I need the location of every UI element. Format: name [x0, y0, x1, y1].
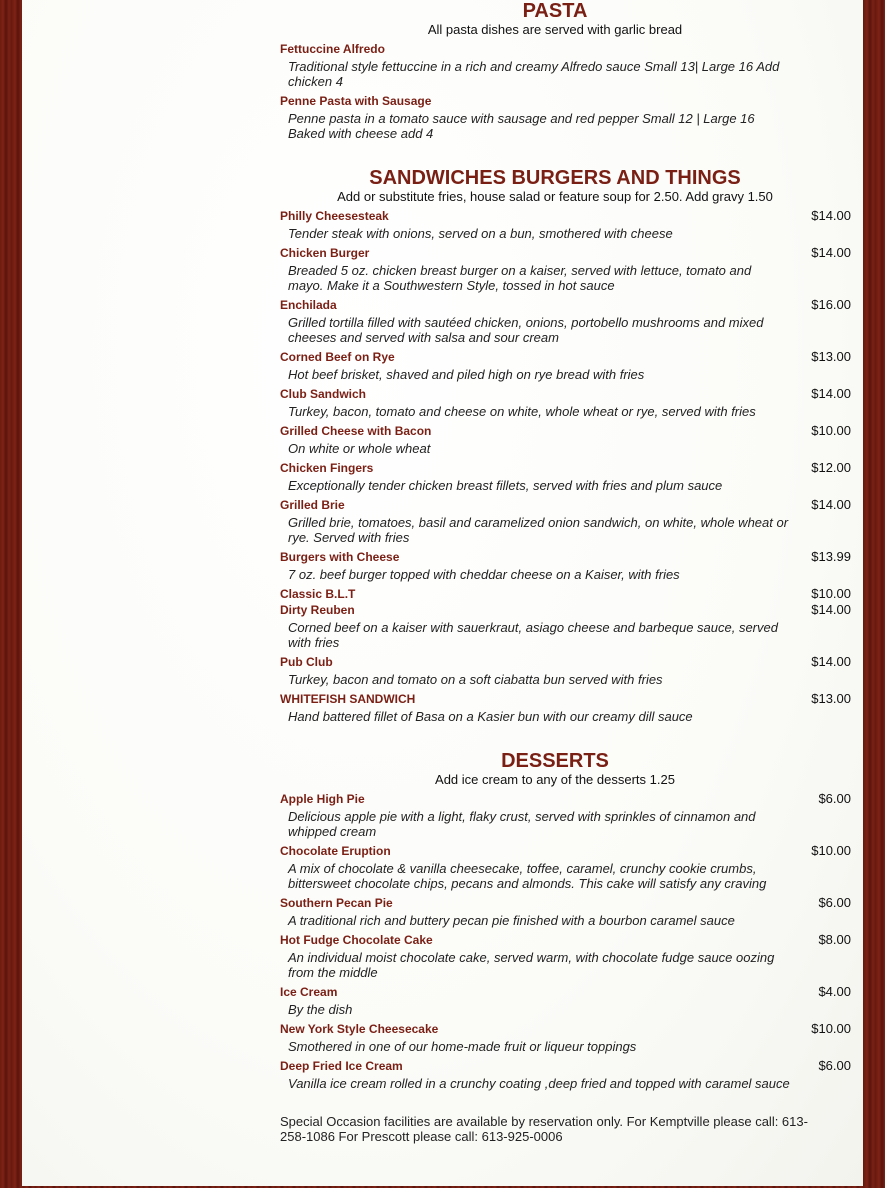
menu-item — [280, 460, 851, 497]
menu-item-name: Southern Pecan Pie — [280, 896, 393, 910]
menu-item-description: A traditional rich and buttery pecan pie finished with a bourbon caramel sauce — [288, 913, 735, 928]
menu-item-name: Ice Cream — [280, 985, 338, 999]
menu-item — [280, 843, 851, 895]
menu-item-price: $14.00 — [811, 245, 851, 260]
menu-item — [280, 386, 851, 423]
menu-item-price: $13.00 — [811, 349, 851, 364]
menu-item-name: Penne Pasta with Sausage — [280, 94, 432, 108]
menu-item-price: $10.00 — [811, 843, 851, 858]
menu-item-description: Turkey, bacon, tomato and cheese on white, whole wheat or rye, served with fries — [288, 404, 756, 419]
sandwiches-item-list — [280, 208, 851, 728]
menu-item-price: $14.00 — [811, 654, 851, 669]
menu-item-name: Grilled Brie — [280, 498, 345, 512]
menu-item — [280, 423, 851, 460]
section-note-pasta: All pasta dishes are served with garlic bread — [427, 22, 683, 37]
menu-item — [280, 297, 851, 349]
section-note-desserts: Add ice cream to any of the desserts 1.25 — [435, 772, 675, 787]
desserts-item-list — [280, 791, 851, 1095]
menu-item-description: Turkey, bacon and tomato on a soft ciabatta bun served with fries — [288, 672, 663, 687]
menu-item-description: Smothered in one of our home-made fruit or liqueur toppings — [288, 1039, 637, 1054]
menu-item-description: Breaded 5 oz. chicken breast burger on a kaiser, served with lettuce, tomato and mayo. Make it a Southwestern Style, tossed in hot sauce — [288, 263, 752, 293]
menu-item-price: $13.99 — [811, 549, 851, 564]
menu-item-description: Traditional style fettuccine in a rich and creamy Alfredo sauce Small 13| Large 16 Add chicken 4 — [288, 59, 780, 89]
section-title-pasta: PASTA — [522, 0, 588, 22]
menu-item-name: Chicken Fingers — [280, 461, 374, 475]
menu-item-description: By the dish — [288, 1002, 353, 1017]
section-title-desserts: DESSERTS — [501, 750, 609, 772]
menu-item-name: Hot Fudge Chocolate Cake — [280, 933, 433, 947]
menu-item-price: $6.00 — [818, 791, 851, 806]
menu-item-description: A mix of chocolate & vanilla cheesecake, toffee, caramel, crunchy cookie crumbs, bittersweet chocolate chips, pecans and almonds. This cake will satisfy any craving — [288, 861, 767, 891]
menu-item — [280, 791, 851, 843]
menu-page — [22, 0, 863, 1186]
desserts-section — [280, 750, 851, 1095]
menu-item-price: $14.00 — [811, 497, 851, 512]
menu-item-name: Grilled Cheese with Bacon — [280, 424, 432, 438]
menu-item-name: Corned Beef on Rye — [280, 350, 395, 364]
menu-item — [280, 1058, 851, 1095]
menu-item — [280, 586, 851, 602]
menu-item-price: $14.00 — [811, 602, 851, 617]
menu-item — [280, 895, 851, 932]
menu-item-description: Exceptionally tender chicken breast fillets, served with fries and plum sauce — [288, 478, 723, 493]
menu-item-price: $14.00 — [811, 386, 851, 401]
menu-item-description: Vanilla ice cream rolled in a crunchy coating ,deep fried and topped with caramel sauce — [288, 1076, 790, 1091]
menu-item — [280, 41, 830, 93]
menu-item-name: Deep Fried Ice Cream — [280, 1059, 403, 1073]
sandwiches-section — [280, 167, 851, 728]
menu-item-name: WHITEFISH SANDWICH — [280, 692, 416, 706]
menu-item-description: An individual moist chocolate cake, served warm, with chocolate fudge sauce oozing from the middle — [288, 950, 775, 980]
pasta-section — [280, 0, 830, 145]
menu-item-price: $6.00 — [818, 895, 851, 910]
menu-item-price: $10.00 — [811, 1021, 851, 1036]
menu-item — [280, 93, 830, 145]
menu-item-description: Hot beef brisket, shaved and piled high on rye bread with fries — [288, 367, 645, 382]
menu-item-description: Delicious apple pie with a light, flaky crust, served with sprinkles of cinnamon and whipped cream — [288, 809, 756, 839]
menu-item-name: Chocolate Eruption — [280, 844, 391, 858]
menu-item-price: $14.00 — [811, 208, 851, 223]
menu-item — [280, 497, 851, 549]
menu-item-description: Penne pasta in a tomato sauce with sausage and red pepper Small 12 | Large 16 Baked with cheese add 4 — [288, 111, 755, 141]
menu-item-price: $6.00 — [818, 1058, 851, 1073]
menu-item — [280, 245, 851, 297]
menu-item-name: New York Style Cheesecake — [280, 1022, 439, 1036]
menu-item-name: Club Sandwich — [280, 387, 367, 401]
reservation-footer: Special Occasion facilities are available by reservation only. For Kemptville please call: 613-258-1086 For Prescott please call: 613-925-0006 — [280, 1114, 808, 1144]
menu-item-price: $8.00 — [818, 932, 851, 947]
section-note-sandwiches: Add or substitute fries, house salad or feature soup for 2.50. Add gravy 1.50 — [337, 189, 773, 204]
section-title-sandwiches: SANDWICHES BURGERS AND THINGS — [369, 167, 741, 189]
pasta-item-list — [280, 41, 830, 145]
menu-item-description: Tender steak with onions, served on a bun, smothered with cheese — [288, 226, 673, 241]
menu-item-name: Dirty Reuben — [280, 603, 355, 617]
menu-item — [280, 984, 851, 1021]
menu-item-description: Hand battered fillet of Basa on a Kasier bun with our creamy dill sauce — [288, 709, 693, 724]
menu-item-description: Corned beef on a kaiser with sauerkraut, asiago cheese and barbeque sauce, served with fries — [288, 620, 778, 650]
menu-item — [280, 691, 851, 728]
menu-item-price: $10.00 — [811, 423, 851, 438]
menu-item — [280, 208, 851, 245]
menu-item-price: $12.00 — [811, 460, 851, 475]
menu-item-price: $10.00 — [811, 586, 851, 601]
menu-item-name: Chicken Burger — [280, 246, 370, 260]
menu-item-price: $4.00 — [818, 984, 851, 999]
menu-item — [280, 932, 851, 984]
menu-item-name: Burgers with Cheese — [280, 550, 400, 564]
menu-item — [280, 1021, 851, 1058]
menu-item-name: Apple High Pie — [280, 792, 365, 806]
menu-item-price: $16.00 — [811, 297, 851, 312]
menu-item-name: Philly Cheesesteak — [280, 209, 389, 223]
menu-item — [280, 549, 851, 586]
menu-item-description: Grilled brie, tomatoes, basil and caramelized onion sandwich, on white, whole wheat or rye. Served with fries — [288, 515, 789, 545]
menu-item-name: Fettuccine Alfredo — [280, 42, 385, 56]
menu-item-price: $13.00 — [811, 691, 851, 706]
menu-item-name: Enchilada — [280, 298, 337, 312]
menu-item-description: Grilled tortilla filled with sautéed chicken, onions, portobello mushrooms and mixed cheeses and served with salsa and sour cream — [288, 315, 764, 345]
menu-item — [280, 602, 851, 654]
menu-content — [280, 0, 851, 1157]
menu-item — [280, 349, 851, 386]
menu-item-name: Classic B.L.T — [280, 587, 356, 601]
menu-item — [280, 654, 851, 691]
menu-item-name: Pub Club — [280, 655, 333, 669]
menu-item-description: 7 oz. beef burger topped with cheddar cheese on a Kaiser, with fries — [288, 567, 680, 582]
menu-item-description: On white or whole wheat — [288, 441, 431, 456]
